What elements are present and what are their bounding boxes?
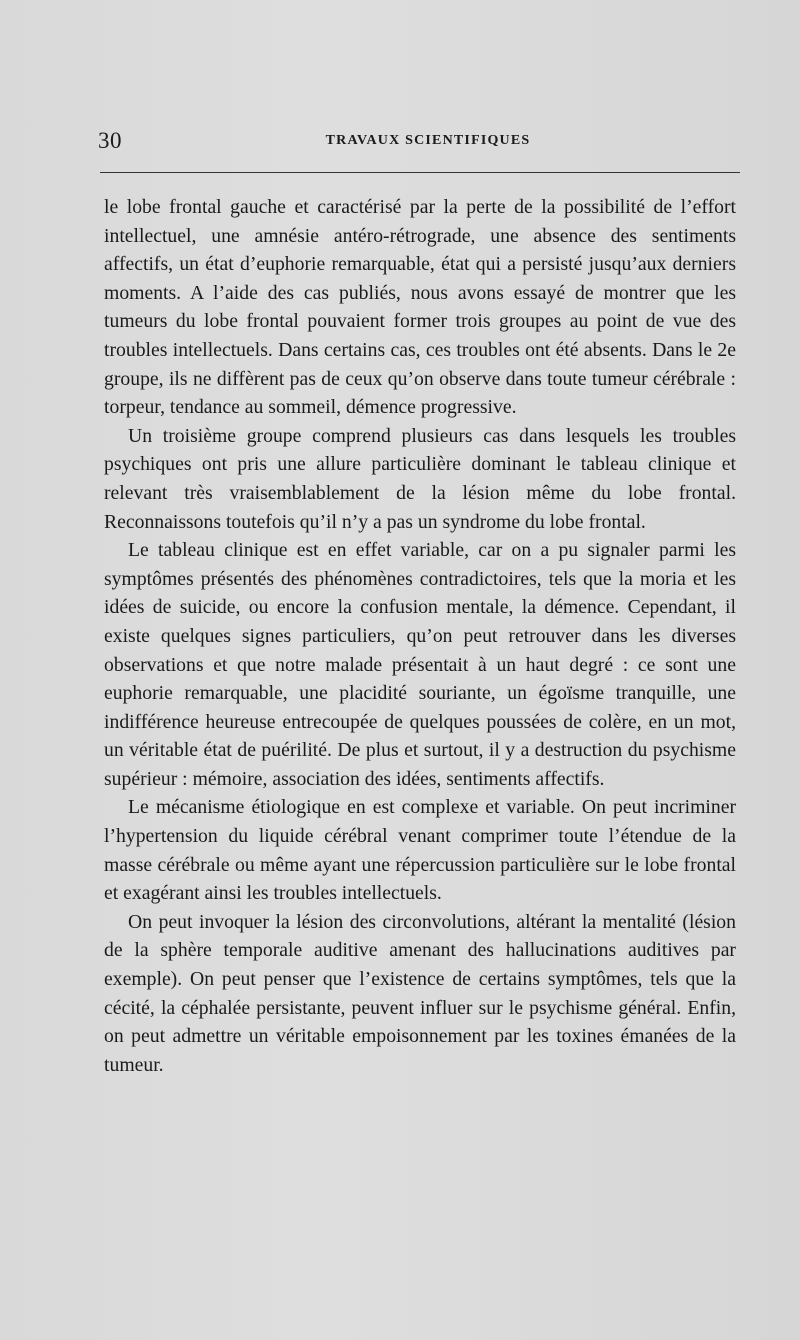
running-title: TRAVAUX SCIENTIFIQUES: [325, 133, 531, 148]
paragraph: le lobe frontal gauche et caractérisé par la perte de la possibilité de l’effort intellectuel, une amnésie antéro-rétrograde, une absence des sentiments affectifs, un état d’euphorie remarquable, état qui a persisté jusqu’aux derniers moments. A l’aide des cas publiés, nous avons essayé de montrer que les tumeurs du lobe frontal pouvaient former trois groupes au point de vue des troubles intellectuels. Dans certains cas, ces troubles ont été absents. Dans le 2e groupe, ils ne diffèrent pas de ceux qu’on observe dans toute tumeur cérébrale : torpeur, tendance au sommeil, démence progressive.: [104, 196, 736, 419]
paragraph: Le mécanisme étiologique en est complexe et variable. On peut incriminer l’hypertension du liquide cérébral venant comprimer toute l’étendue de la masse cérébrale ou même ayant une répercussion particulière sur le lobe frontal et exagérant ainsi les troubles intellectuels.: [104, 796, 736, 905]
page-header: [98, 128, 738, 158]
paragraph: On peut invoquer la lésion des circonvolutions, altérant la mentalité (lésion de la sphère temporale auditive amenant des hallucinations auditives par exemple). On peut penser que l’existence de certains symptômes, tels que la cécité, la céphalée persistante, peuvent influer sur le psychisme général. Enfin, on peut admettre un véritable empoisonnement par les toxines émanées de la tumeur.: [104, 910, 736, 1076]
page-number: 30: [98, 128, 122, 153]
paragraph: Le tableau clinique est en effet variable, car on a pu signaler parmi les symptômes présentés des phénomènes contradictoires, tels que la moria et les idées de suicide, ou encore la confusion mentale, la démence. Cependant, il existe quelques signes particuliers, qu’on peut retrouver dans les diverses observations et que notre malade présentait à un haut degré : ce sont une euphorie remarquable, une placidité souriante, un égoïsme tranquille, une indifférence heureuse entrecoupée de quelques poussées de colère, en un mot, un véritable état de puérilité. De plus et surtout, il y a destruction du psychisme supérieur : mémoire, association des idées, sentiments affectifs.: [104, 539, 736, 790]
header-rule: [100, 172, 740, 173]
body-text: [104, 193, 736, 1079]
paragraph: Un troisième groupe comprend plusieurs cas dans lesquels les troubles psychiques ont pris une allure particulière dominant le tableau clinique et relevant très vraisemblablement de la lésion même du lobe frontal. Reconnaissons toutefois qu’il n’y a pas un syndrome du lobe frontal.: [104, 424, 736, 533]
